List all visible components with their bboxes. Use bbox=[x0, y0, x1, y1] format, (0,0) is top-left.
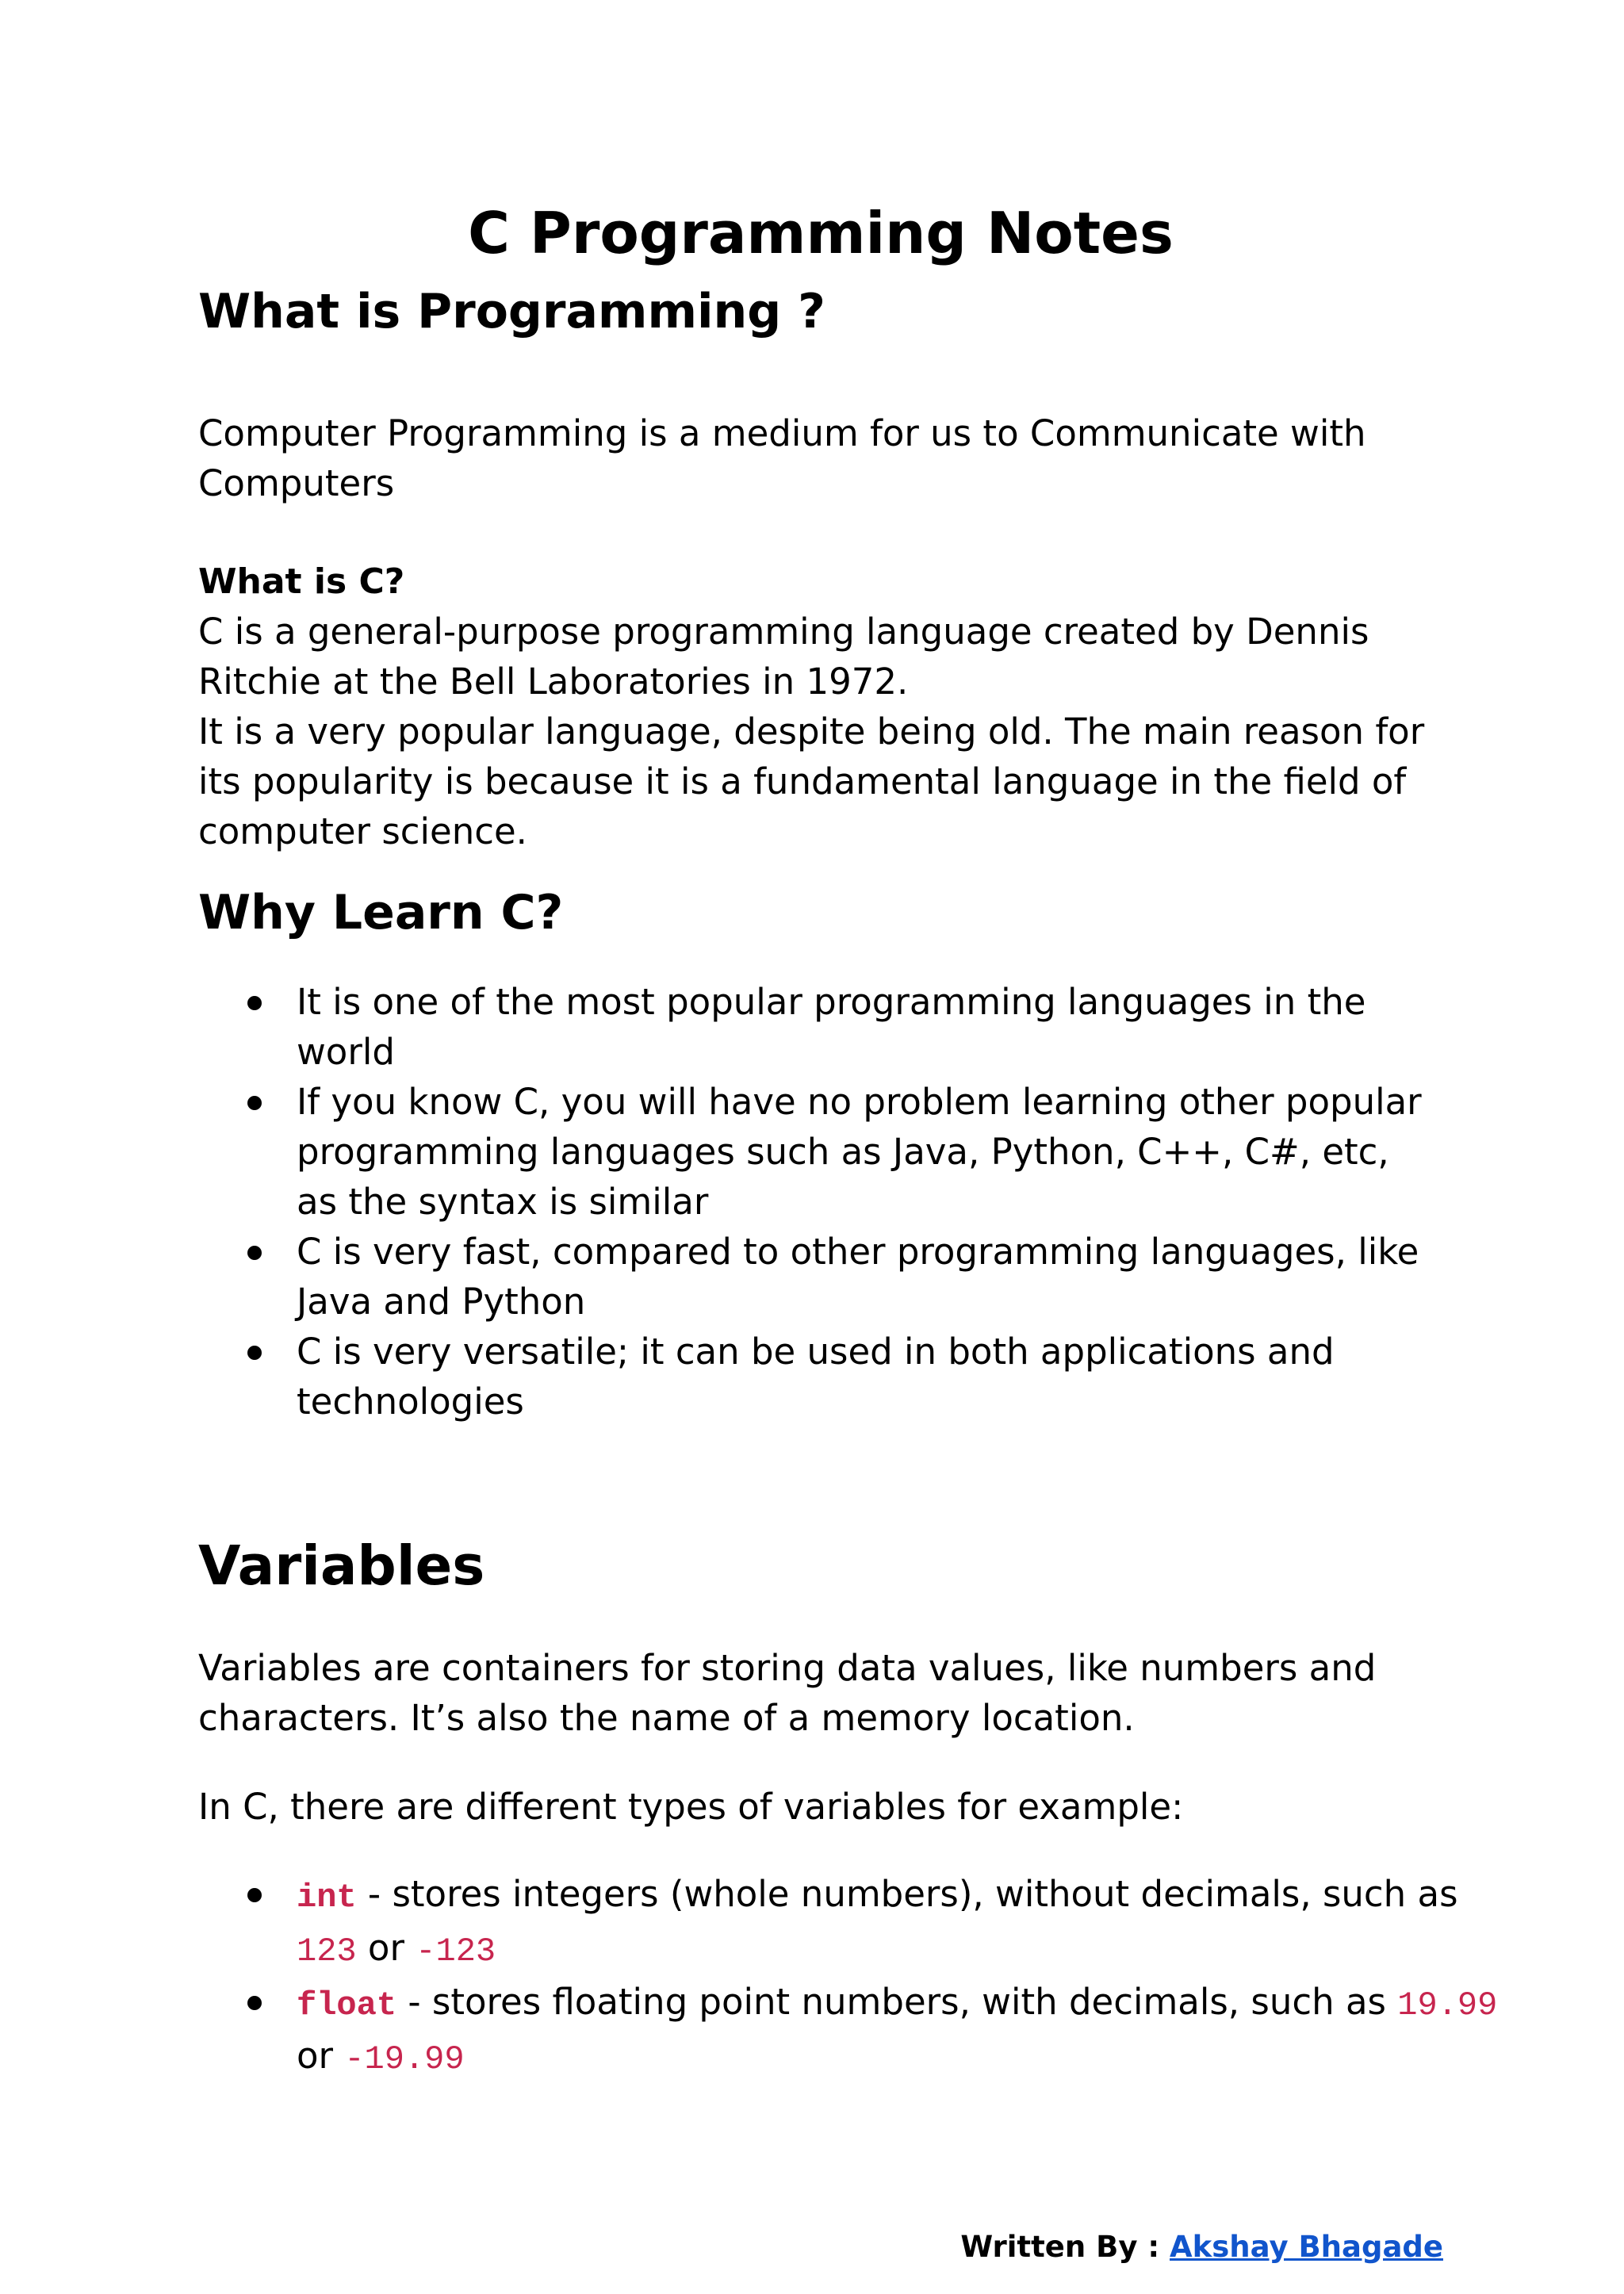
bullet-icon bbox=[247, 1346, 262, 1360]
list-item-line bbox=[297, 1869, 1458, 1923]
paragraph-line: characters. It’s also the name of a memory location. bbox=[198, 1697, 1135, 1739]
bullet-icon bbox=[247, 1096, 262, 1110]
paragraph-variables-intro bbox=[198, 1643, 1443, 1743]
keyword-float: float bbox=[297, 1986, 397, 2024]
type-description: - stores floating point numbers, with decimals, such as bbox=[396, 1981, 1398, 2023]
bullet-icon bbox=[247, 1996, 262, 2010]
list-item bbox=[198, 1227, 1443, 1327]
list-item-line: technologies bbox=[297, 1381, 524, 1423]
paragraph-line: C is a general-purpose programming language created by Dennis bbox=[198, 611, 1369, 653]
paragraph-line: Computers bbox=[198, 462, 395, 504]
paragraph-line: It is a very popular language, despite being old. The main reason for bbox=[198, 710, 1425, 753]
bullet-icon bbox=[247, 1246, 262, 1260]
example-value: 123 bbox=[297, 1932, 357, 1970]
paragraph-what-is-programming bbox=[198, 408, 1443, 508]
paragraph-what-is-c bbox=[198, 607, 1443, 856]
bullet-icon bbox=[247, 996, 262, 1010]
list-item-float bbox=[198, 1977, 1498, 2085]
type-description: - stores integers (whole numbers), without decimals, such as bbox=[356, 1873, 1458, 1915]
list-item-line: C is very fast, compared to other programming languages, like bbox=[297, 1231, 1419, 1273]
list-item bbox=[198, 1327, 1443, 1427]
keyword-int: int bbox=[297, 1878, 357, 1917]
paragraph-variable-types-intro bbox=[198, 1782, 1443, 1832]
footer-label: Written By : bbox=[960, 2230, 1170, 2264]
list-item-line bbox=[297, 1923, 1443, 1977]
paragraph-line: computer science. bbox=[198, 810, 527, 852]
heading-what-is-c: What is C? bbox=[198, 561, 405, 602]
paragraph-line: In C, there are different types of variables for example: bbox=[198, 1786, 1184, 1828]
list-item-line bbox=[297, 1977, 1498, 2031]
why-learn-c-list bbox=[198, 977, 1443, 1427]
list-item-line: as the syntax is similar bbox=[297, 1181, 709, 1223]
heading-variables: Variables bbox=[198, 1534, 485, 1598]
heading-why-learn-c: Why Learn C? bbox=[198, 885, 564, 940]
list-item-line: It is one of the most popular programming languages in the bbox=[297, 981, 1366, 1023]
list-item-line: world bbox=[297, 1031, 395, 1073]
example-value: 19.99 bbox=[1397, 1986, 1498, 2024]
connector-text: or bbox=[356, 1927, 416, 1969]
example-value: -123 bbox=[416, 1932, 496, 1970]
paragraph-line: Variables are containers for storing data values, like numbers and bbox=[198, 1647, 1377, 1689]
author-link[interactable]: Akshay Bhagade bbox=[1170, 2230, 1443, 2264]
list-item-line: programming languages such as Java, Python, C++, C#, etc, bbox=[297, 1131, 1389, 1173]
paragraph-line: Computer Programming is a medium for us to Communicate with bbox=[198, 412, 1366, 454]
paragraph-line: Ritchie at the Bell Laboratories in 1972. bbox=[198, 661, 909, 703]
connector-text: or bbox=[297, 2035, 345, 2077]
list-item bbox=[198, 1077, 1443, 1227]
document-page bbox=[198, 0, 1498, 2294]
list-item-line: If you know C, you will have no problem learning other popular bbox=[297, 1081, 1422, 1123]
list-item-line: Java and Python bbox=[297, 1281, 586, 1323]
footer-credit bbox=[960, 2230, 1443, 2265]
page-title: C Programming Notes bbox=[468, 200, 1174, 266]
list-item-line: C is very versatile; it can be used in both applications and bbox=[297, 1331, 1335, 1373]
list-item bbox=[198, 977, 1443, 1077]
paragraph-line: its popularity is because it is a fundamental language in the field of bbox=[198, 760, 1407, 802]
variable-types-list bbox=[198, 1869, 1498, 2085]
list-item-int bbox=[198, 1869, 1458, 1977]
heading-what-is-programming: What is Programming ? bbox=[198, 284, 825, 339]
example-value: -19.99 bbox=[344, 2040, 465, 2078]
list-item-line bbox=[297, 2031, 1443, 2085]
bullet-icon bbox=[247, 1888, 262, 1902]
